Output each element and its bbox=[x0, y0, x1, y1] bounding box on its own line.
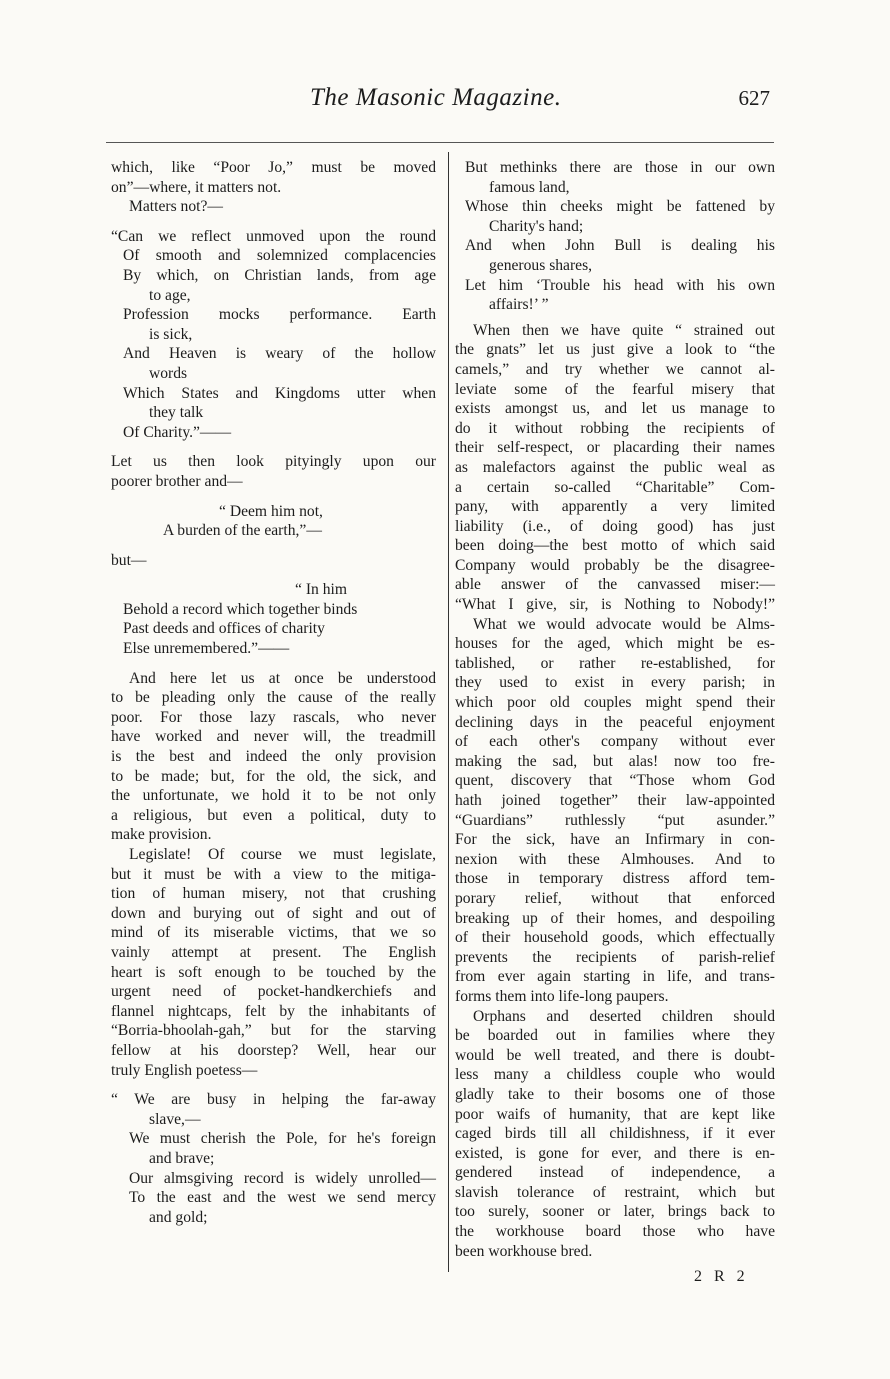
text-line: “What I give, sir, is Nothing to Nobody!” bbox=[455, 596, 775, 614]
stanza-gap bbox=[111, 541, 436, 551]
text-line: of each other's company without ever bbox=[455, 733, 775, 751]
text-line: Of Charity.”—— bbox=[123, 423, 232, 441]
header-rule bbox=[106, 142, 774, 143]
text-line: gendered instead of independence, a bbox=[455, 1164, 775, 1182]
text-line: Past deeds and offices of charity bbox=[123, 620, 325, 638]
text-line: fellow at his doorstep? Well, hear our bbox=[111, 1041, 436, 1059]
text-line: slave,— bbox=[149, 1110, 201, 1128]
text-line: What we would advocate would be Alms- bbox=[473, 615, 775, 633]
text-line: Let us then look pityingly upon our bbox=[111, 453, 436, 471]
text-line: “ Deem him not, bbox=[219, 502, 323, 520]
text-line: able answer of the canvassed miser:— bbox=[455, 576, 775, 594]
text-line: too surely, sooner or later, brings back to bbox=[455, 1203, 775, 1221]
text-line: making the sad, but alas! now too fre- bbox=[455, 752, 775, 770]
text-line: exists amongst us, and let us manage to bbox=[455, 400, 775, 418]
text-line: make provision. bbox=[111, 826, 212, 844]
running-header bbox=[100, 84, 780, 124]
text-line: liability (i.e., of doing good) has just bbox=[455, 517, 775, 535]
stanza-gap bbox=[111, 492, 436, 502]
text-line: the gnats” let us just give a look to “the bbox=[455, 341, 775, 359]
text-line: is the best and indeed the only provision bbox=[111, 748, 436, 766]
text-line: prevents the recipients of parish-relief bbox=[455, 948, 775, 966]
text-line: do it without robbing the recipients of bbox=[455, 419, 775, 437]
text-line: tion of human misery, not that crushing bbox=[111, 885, 436, 903]
text-line: pany, with apparently a very limited bbox=[455, 498, 775, 516]
text-line: Charity's hand; bbox=[489, 217, 584, 235]
text-line: urgent need of pocket-handkerchiefs and bbox=[111, 983, 436, 1001]
text-line: a religious, but even a political, duty to bbox=[111, 806, 436, 824]
text-line: quent, discovery that “Those whom God bbox=[455, 772, 775, 790]
text-line: famous land, bbox=[489, 178, 570, 196]
text-line: “Can we reflect unmoved upon the round bbox=[111, 227, 436, 245]
text-line: Else unremembered.”—— bbox=[123, 640, 290, 658]
text-line: affairs!’ ” bbox=[489, 296, 549, 314]
text-line: words bbox=[149, 364, 188, 382]
text-line: and gold; bbox=[149, 1208, 208, 1226]
magazine-title: The Masonic Magazine. bbox=[310, 84, 562, 111]
text-line: would be well treated, and there is doubt- bbox=[455, 1046, 775, 1064]
stanza-gap bbox=[111, 659, 436, 669]
text-line: Of smooth and solemnized complacencies bbox=[123, 247, 436, 265]
text-line: their self-respect, or placarding their names bbox=[455, 439, 775, 457]
text-line: of their household goods, which effectually bbox=[455, 929, 775, 947]
text-line: Let him ‘Trouble his head with his own bbox=[465, 276, 775, 294]
text-line: flannel nightcaps, felt by the inhabitants of bbox=[111, 1002, 436, 1020]
text-line: which, like “Poor Jo,” must be moved bbox=[111, 159, 436, 176]
text-line: they used to exist in every parish; in bbox=[455, 674, 775, 692]
text-line: camels,” and try whether we cannot al- bbox=[455, 360, 775, 378]
text-line: houses for the aged, which might be es- bbox=[455, 635, 775, 653]
text-line: By which, on Christian lands, from age bbox=[123, 266, 436, 284]
text-line: We must cherish the Pole, for he's foreign bbox=[129, 1130, 436, 1148]
text-line: And Heaven is weary of the hollow bbox=[123, 345, 436, 363]
text-line: Behold a record which together binds bbox=[123, 600, 358, 618]
text-line: gladly take to their bosoms one of those bbox=[455, 1085, 775, 1103]
text-line: existed, is gone for ever, and there is en- bbox=[455, 1144, 775, 1162]
text-line: they talk bbox=[149, 404, 204, 422]
text-line: have worked and never will, the treadmill bbox=[111, 728, 436, 746]
text-line: a certain so-called “Charitable” Com- bbox=[455, 478, 775, 496]
text-line: Our almsgiving record is widely unrolled— bbox=[129, 1169, 436, 1187]
text-line: “Borria-bhoolah-gah,” but for the starving bbox=[111, 1022, 436, 1040]
text-line: less many a childless couple who would bbox=[455, 1066, 775, 1084]
stanza-gap bbox=[111, 1080, 436, 1090]
column-divider bbox=[448, 152, 449, 1272]
text-line: to be pleading only the cause of the really bbox=[111, 689, 436, 707]
text-line: poor. For those lazy rascals, who never bbox=[111, 708, 436, 726]
text-line: leviate some of the fearful misery that bbox=[455, 380, 775, 398]
text-line: breaking up of their homes, and despoiling bbox=[455, 909, 775, 927]
text-line: as malefactors against the public weal as bbox=[455, 458, 775, 476]
text-line: Matters not?— bbox=[129, 198, 223, 216]
text-line: been workhouse bred. bbox=[455, 1242, 593, 1260]
text-line: Legislate! Of course we must legislate, bbox=[129, 846, 436, 863]
text-line: When then we have quite “ strained out bbox=[473, 321, 775, 339]
text-line: which poor old couples might spend their bbox=[455, 694, 775, 712]
text-line: truly English poetess— bbox=[111, 1061, 258, 1079]
stanza-gap bbox=[111, 217, 436, 227]
text-line: vainly attempt at present. The English bbox=[111, 943, 436, 961]
text-line: down and burying out of sight and out of bbox=[111, 904, 436, 922]
text-line: declining days in the peaceful enjoyment bbox=[455, 713, 775, 731]
text-line: poorer brother and— bbox=[111, 472, 243, 490]
left-column bbox=[111, 158, 436, 1227]
text-line: be boarded out in families where they bbox=[455, 1027, 775, 1045]
page-number: 627 bbox=[738, 86, 770, 110]
text-line: and brave; bbox=[149, 1149, 215, 1167]
text-line: “ We are busy in helping the far-away bbox=[111, 1091, 436, 1109]
text-line: “ In him bbox=[295, 581, 347, 599]
text-line: to be made; but, for the old, the sick, and bbox=[111, 767, 436, 785]
text-line: Orphans and deserted children should bbox=[473, 1007, 775, 1025]
text-line: Company would probably be the disagree- bbox=[455, 556, 775, 574]
text-line: Whose thin cheeks might be fattened by bbox=[465, 198, 775, 216]
stanza-gap bbox=[111, 570, 436, 580]
text-line: nexion with these Almhouses. And to bbox=[455, 850, 775, 868]
printer-signature: 2 R 2 bbox=[694, 1268, 749, 1285]
text-line: those in temporary distress afford tem- bbox=[455, 870, 775, 888]
text-line: Which States and Kingdoms utter when bbox=[123, 384, 436, 402]
text-line: forms them into life-long paupers. bbox=[455, 987, 669, 1005]
text-line: tablished, or rather re-established, for bbox=[455, 654, 775, 672]
text-line: the unfortunate, we hold it to be not only bbox=[111, 787, 436, 805]
text-line: but— bbox=[111, 551, 147, 569]
text-line: mind of its miserable victims, that we so bbox=[111, 924, 436, 942]
text-line: Profession mocks performance. Earth bbox=[123, 306, 436, 324]
text-line: A burden of the earth,”— bbox=[163, 522, 322, 540]
text-line: caged birds till all childishness, if it ever bbox=[455, 1125, 775, 1143]
text-line: For the sick, have an Infirmary in con- bbox=[455, 831, 775, 849]
text-line: to age, bbox=[149, 286, 191, 304]
text-line: but it must be with a view to the mitiga- bbox=[111, 865, 436, 883]
text-line: is sick, bbox=[149, 325, 193, 343]
text-line: “Guardians” ruthlessly “put asunder.” bbox=[455, 811, 775, 829]
text-line: from ever again starting in life, and trans- bbox=[455, 968, 775, 986]
text-line: hath joined together” their law-appointed bbox=[455, 792, 775, 809]
text-line: And here let us at once be understood bbox=[129, 669, 436, 687]
text-line: the workhouse board those who have bbox=[455, 1223, 775, 1241]
text-line: To the east and the west we send mercy bbox=[129, 1189, 436, 1207]
text-line: slavish tolerance of restraint, which but bbox=[455, 1183, 775, 1201]
stanza-gap bbox=[111, 442, 436, 452]
text-line: porary relief, without that enforced bbox=[455, 889, 775, 907]
text-line: on”—where, it matters not. bbox=[111, 178, 282, 196]
right-column bbox=[455, 158, 775, 1261]
text-line: poor waifs of humanity, that are kept like bbox=[455, 1105, 775, 1123]
text-line: And when John Bull is dealing his bbox=[465, 237, 775, 255]
text-line: heart is soft enough to be touched by the bbox=[111, 963, 436, 981]
text-line: been doing—the best motto of which said bbox=[455, 537, 775, 555]
text-line: generous shares, bbox=[489, 256, 593, 274]
text-line: But methinks there are those in our own bbox=[465, 159, 775, 176]
